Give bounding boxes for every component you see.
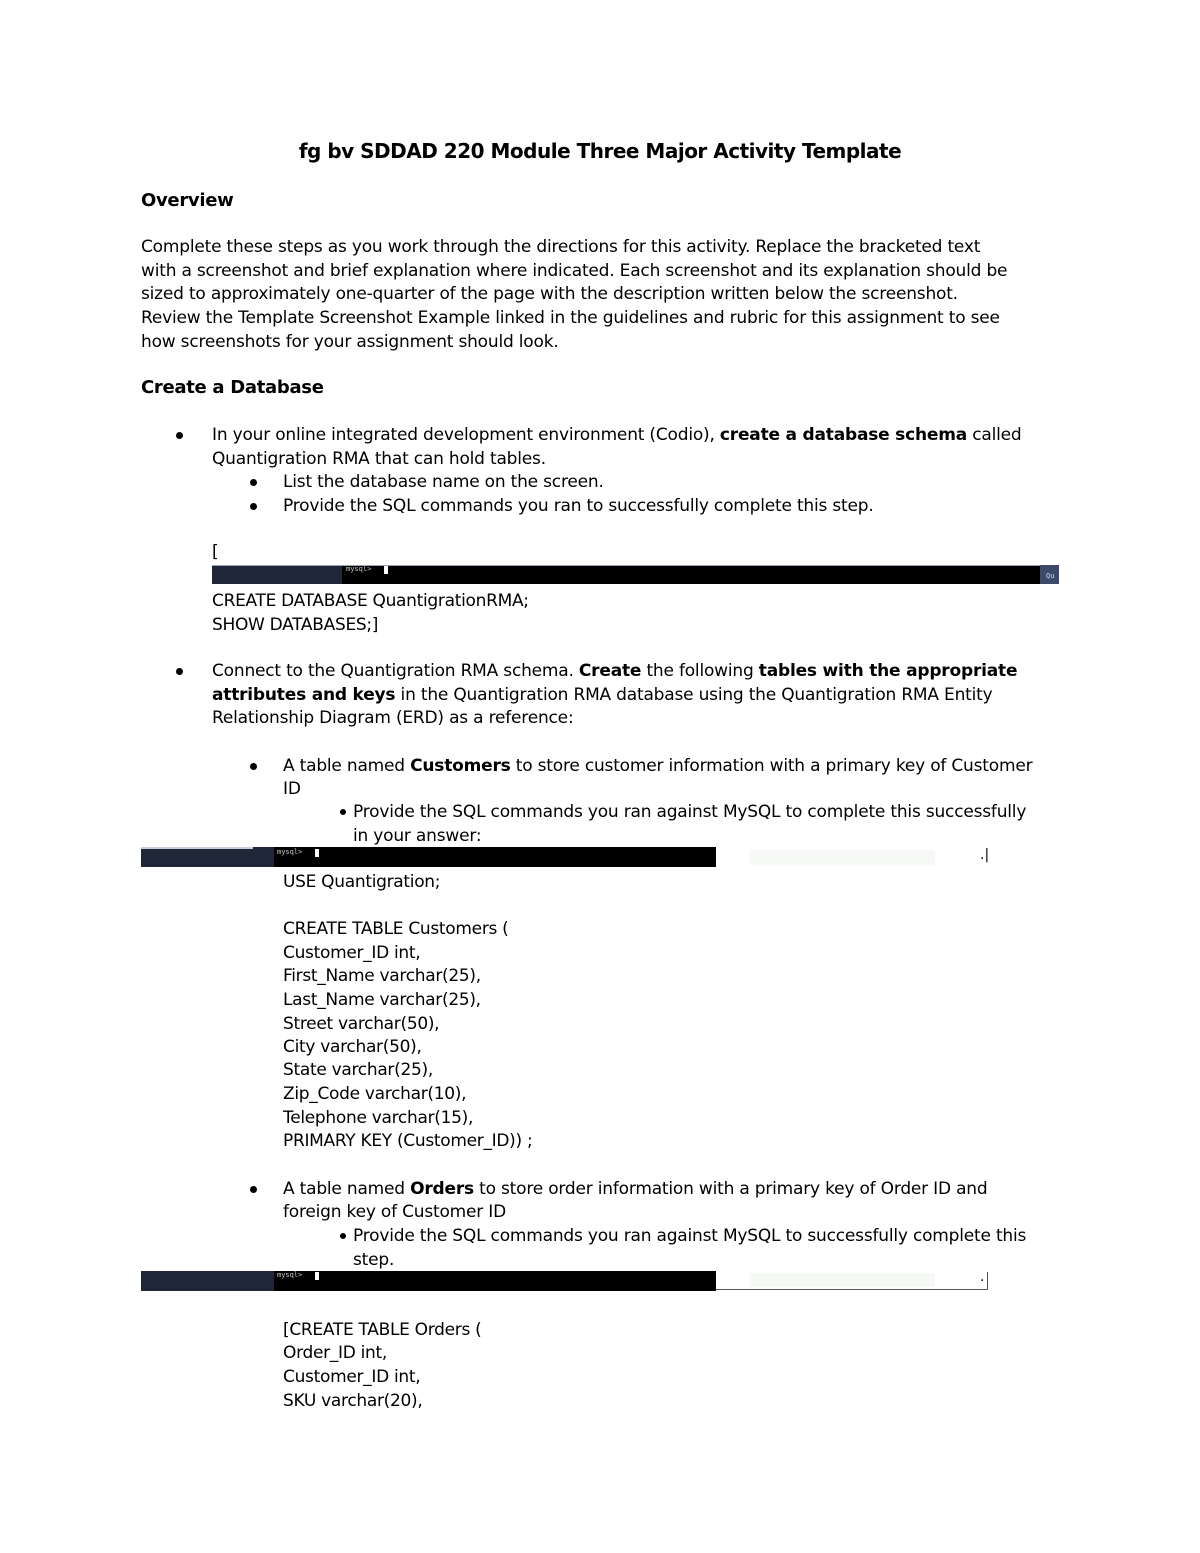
bullet-icon: [250, 1186, 257, 1193]
code-line: SHOW DATABASES;]: [212, 615, 379, 635]
terminal-top-line: [141, 847, 253, 849]
terminal-left-panel: [141, 1271, 274, 1291]
overview-heading: Overview: [141, 190, 234, 211]
terminal-bottom-line: [716, 1289, 988, 1290]
terminal-body: [342, 565, 1040, 584]
code-line: CREATE DATABASE QuantigrationRMA;: [212, 591, 529, 611]
code-line: USE Quantigration;: [283, 872, 441, 892]
code-line: Customer_ID int,: [283, 943, 421, 963]
terminal-end-mark: .|: [980, 847, 990, 863]
bullet-icon: [340, 809, 346, 815]
bracket-open: [: [212, 542, 219, 562]
terminal-prompt: mysql>: [346, 565, 372, 573]
connect-instruction: Connect to the Quantigration RMA schema. Create the following tables with the appropriate: [212, 661, 1018, 681]
code-line: Telephone varchar(15),: [283, 1108, 474, 1128]
terminal-body: [274, 847, 716, 867]
code-line: PRIMARY KEY (Customer_ID)) ;: [283, 1131, 533, 1151]
terminal-top-line: [212, 565, 1040, 566]
overview-line: sized to approximately one-quarter of the page with the description written below the screenshot.: [141, 284, 958, 304]
document-title: fg bv SDDAD 220 Module Three Major Activity Template: [298, 139, 902, 163]
bullet-icon: [250, 763, 257, 770]
terminal-left-panel: [141, 847, 274, 867]
connect-instruction-line2: attributes and keys in the Quantigration RMA database using the Quantigration RMA Entity: [212, 685, 993, 705]
code-line: First_Name varchar(25),: [283, 966, 481, 986]
terminal-cursor: [315, 1272, 319, 1280]
code-line: State varchar(25),: [283, 1060, 433, 1080]
code-line: Last_Name varchar(25),: [283, 990, 481, 1010]
overview-line: with a screenshot and brief explanation where indicated. Each screenshot and its explanation should be: [141, 261, 1008, 281]
orders-instruction-line2: foreign key of Customer ID: [283, 1202, 506, 1222]
bullet-icon: [176, 668, 183, 675]
orders-sub-item-line2: step.: [353, 1250, 395, 1270]
overview-line: Complete these steps as you work through the directions for this activity. Replace the bracketed text: [141, 237, 981, 257]
create-db-sub-item: List the database name on the screen.: [283, 472, 604, 492]
terminal-cursor: [315, 849, 319, 857]
bullet-icon: [250, 479, 257, 486]
terminal-right-edge: [987, 1272, 988, 1290]
code-line: [CREATE TABLE Orders (: [283, 1320, 482, 1340]
terminal-end-mark: .: [980, 1269, 985, 1285]
orders-instruction: A table named Orders to store order information with a primary key of Order ID and: [283, 1179, 988, 1199]
terminal-prompt: mysql>: [277, 848, 303, 856]
overview-line: Review the Template Screenshot Example linked in the guidelines and rubric for this assignment to see: [141, 308, 1000, 328]
terminal-faded-area: [750, 1273, 935, 1287]
customers-sub-item: Provide the SQL commands you ran against MySQL to complete this successfully: [353, 802, 1027, 822]
code-line: Zip_Code varchar(10),: [283, 1084, 467, 1104]
terminal-right-tag: Qu: [1046, 572, 1055, 580]
code-line: Customer_ID int,: [283, 1367, 421, 1387]
create-db-instruction: In your online integrated development environment (Codio), create a database schema called: [212, 425, 1022, 445]
code-line: City varchar(50),: [283, 1037, 422, 1057]
code-line: SKU varchar(20),: [283, 1391, 423, 1411]
create-db-instruction-line2: Quantigration RMA that can hold tables.: [212, 449, 546, 469]
create-db-sub-item: Provide the SQL commands you ran to successfully complete this step.: [283, 496, 874, 516]
code-line: Street varchar(50),: [283, 1014, 440, 1034]
code-line: CREATE TABLE Customers (: [283, 919, 509, 939]
terminal-cursor: [384, 566, 388, 574]
bullet-icon: [176, 432, 183, 439]
terminal-prompt: mysql>: [277, 1271, 303, 1279]
bullet-icon: [250, 503, 257, 510]
overview-line: how screenshots for your assignment should look.: [141, 332, 559, 352]
create-database-heading: Create a Database: [141, 377, 324, 398]
terminal-left-panel: [212, 565, 342, 584]
customers-instruction: A table named Customers to store customer information with a primary key of Customer: [283, 756, 1033, 776]
customers-instruction-line2: ID: [283, 779, 301, 799]
terminal-body: [274, 1271, 716, 1291]
terminal-faded-area: [750, 850, 935, 865]
customers-sub-item-line2: in your answer:: [353, 826, 482, 846]
bullet-icon: [340, 1233, 346, 1239]
code-line: Order_ID int,: [283, 1343, 387, 1363]
connect-instruction-line3: Relationship Diagram (ERD) as a reference:: [212, 708, 574, 728]
orders-sub-item: Provide the SQL commands you ran against MySQL to successfully complete this: [353, 1226, 1027, 1246]
